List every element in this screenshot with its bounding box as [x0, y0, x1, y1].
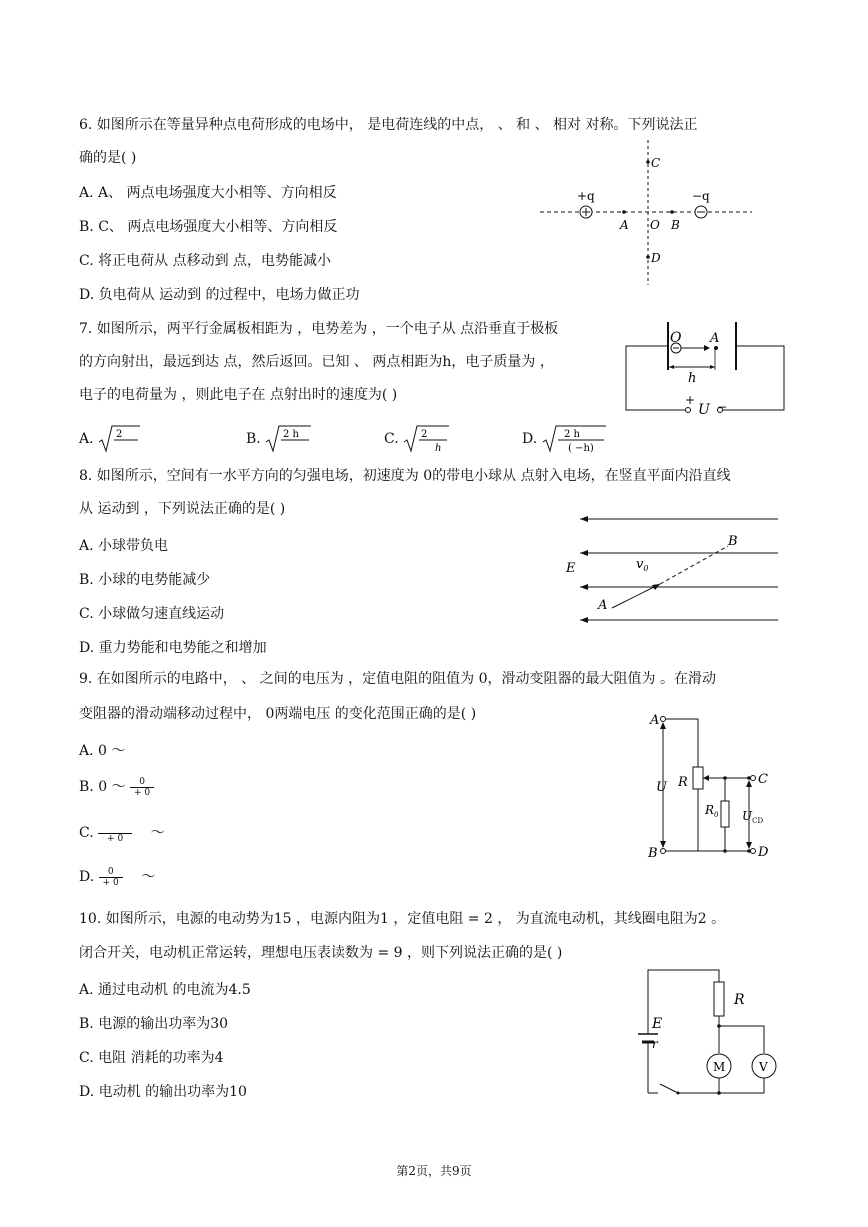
q7-option-c: C. 2 h [384, 424, 449, 454]
q8-label-b: B [728, 534, 738, 549]
svg-text:2: 2 [116, 429, 123, 440]
q7-label-h: h [688, 371, 697, 386]
q9-option-c: C. + 0 ～ [79, 822, 165, 844]
q9-option-d-fraction: $\frac{0}{+ 0}$ [99, 867, 123, 888]
q10-option-c: C. 电阻 消耗的功率为4 [79, 1050, 224, 1066]
q6-dipole-figure [540, 140, 790, 290]
q9-option-b: B. 0 ～ $\frac{0}{+ 0}$ [79, 776, 154, 798]
q7-option-d-sqrt [542, 424, 606, 454]
q6-label-c: C [651, 156, 661, 170]
q10-option-a: A. 通过电动机 的电流为4.5 [79, 982, 251, 998]
q8-option-b: B. 小球的电势能减少 [79, 572, 211, 588]
svg-text:2: 2 [421, 429, 428, 440]
q8-field-figure [560, 510, 785, 625]
q9-stem-line1: 9. 在如图所示的电路中， 、 之间的电压为 ，定值电阻的阻值为 0，滑动变阻器的最大阻值为 。在滑动 [79, 671, 716, 687]
q6-option-c: C. 将正电荷从 点移动到 点，电势能减小 [79, 253, 332, 269]
q9-label-u: U [656, 780, 667, 795]
q6-label-b: B [671, 218, 680, 232]
q7-label-plus: + [685, 393, 696, 407]
q8-label-a: A [598, 598, 608, 613]
q10-label-e: E [652, 1016, 663, 1032]
q10-label-r-small: r [652, 1037, 658, 1051]
q6-option-d: D. 负电荷从 运动到 的过程中，电场力做正功 [79, 287, 360, 303]
q7-option-b: B. 2 h [246, 424, 311, 454]
q9-label-d: D [758, 845, 769, 860]
q7-option-a-sqrt [98, 424, 140, 454]
q7-option-c-sqrt [403, 424, 449, 454]
q6-label-minus-q: −q [692, 189, 710, 203]
q8-stem-line2: 从 运动到 ，下列说法正确的是( ) [79, 501, 286, 517]
q9-label-ucd: $U_{CD}$ [742, 809, 764, 825]
q7-label-u: U [698, 402, 710, 418]
q10-label-r: R [734, 992, 745, 1008]
q7-stem-line1: 7. 如图所示，两平行金属板相距为 ，电势差为 ，一个电子从 点沿垂直于极板 [79, 321, 559, 337]
q10-label-v: V [759, 1060, 768, 1074]
q6-stem-line2: 确的是( ) [79, 150, 137, 166]
q8-label-e: E [566, 561, 576, 576]
q10-stem-line1: 10. 如图所示，电源的电动势为15 ，电源内阻为1 ，定值电阻 = 2 ， 为直流电动机，其线圈电阻为2 。 [79, 911, 726, 927]
q9-label-r0: $R_0$ [705, 803, 719, 819]
q6-label-d: D [651, 251, 661, 265]
q9-option-b-fraction: $\frac{0}{+ 0}$ [130, 777, 154, 798]
q7-option-d: D. 2 h ( −h) [522, 424, 606, 454]
q7-option-b-sqrt [265, 424, 311, 454]
q10-label-m: M [713, 1060, 726, 1074]
q8-label-v0: $v_0$ [636, 557, 649, 573]
q6-option-a: A. A、 两点电场强度大小相等、方向相反 [79, 185, 337, 201]
q6-label-o: O [650, 218, 660, 232]
q7-label-minus: − [717, 400, 728, 414]
q8-option-a: A. 小球带负电 [79, 538, 169, 554]
q9-option-d: D. $\frac{0}{+ 0}$ ～ [79, 866, 156, 888]
q8-stem-line1: 8. 如图所示，空间有一水平方向的匀强电场，初速度为 0的带电小球从 点射入电场，在竖直平面内沿直线 [79, 468, 731, 484]
q9-option-a: A. 0 ～ [79, 743, 126, 759]
q10-option-d: D. 电动机 的输出功率为10 [79, 1084, 247, 1100]
q6-label-a: A [620, 218, 629, 232]
q9-label-a: A [650, 713, 660, 728]
q7-option-a: A. 2 [79, 424, 140, 454]
q9-option-c-fraction: + 0 [98, 823, 132, 844]
q10-motor-circuit [630, 966, 790, 1096]
q9-divider-circuit [645, 710, 785, 860]
q7-stem-line3: 电子的电荷量为 ，则此电子在 点射出时的速度为( ) [79, 387, 398, 403]
q6-option-b: B. C、 两点电场强度大小相等、方向相反 [79, 219, 338, 235]
q10-option-b: B. 电源的输出功率为30 [79, 1016, 229, 1032]
q6-label-plus-q: +q [577, 189, 595, 203]
q7-label-o: O [670, 330, 682, 346]
q7-plates-figure [622, 318, 792, 418]
q9-label-r: R [678, 775, 688, 790]
q7-stem-line2: 的方向射出，最远到达 点，然后返回。已知 、 两点相距为h，电子质量为 ， [79, 354, 554, 370]
page-footer: 第2页，共9页 [396, 1164, 472, 1178]
q8-option-c: C. 小球做匀速直线运动 [79, 606, 225, 622]
q9-label-b: B [648, 846, 658, 861]
svg-text:2 h: 2 h [563, 429, 580, 440]
q10-stem-line2: 闭合开关，电动机正常运转，理想电压表读数为 = 9 ，则下列说法正确的是( ) [79, 945, 563, 961]
svg-text:2 h: 2 h [283, 429, 300, 440]
q8-option-d: D. 重力势能和电势能之和增加 [79, 640, 267, 656]
q9-label-c: C [758, 772, 768, 787]
q6-stem-line1: 6. 如图所示在等量异种点电荷形成的电场中， 是电荷连线的中点， 、 和 、 相对 对称。下列说法正 [79, 117, 698, 133]
q7-label-a: A [710, 331, 720, 346]
q9-stem-line2: 变阻器的滑动端移动过程中， 0两端电压 的变化范围正确的是( ) [79, 706, 477, 722]
svg-text:( −h): ( −h) [567, 443, 594, 454]
svg-text:h: h [435, 443, 442, 454]
